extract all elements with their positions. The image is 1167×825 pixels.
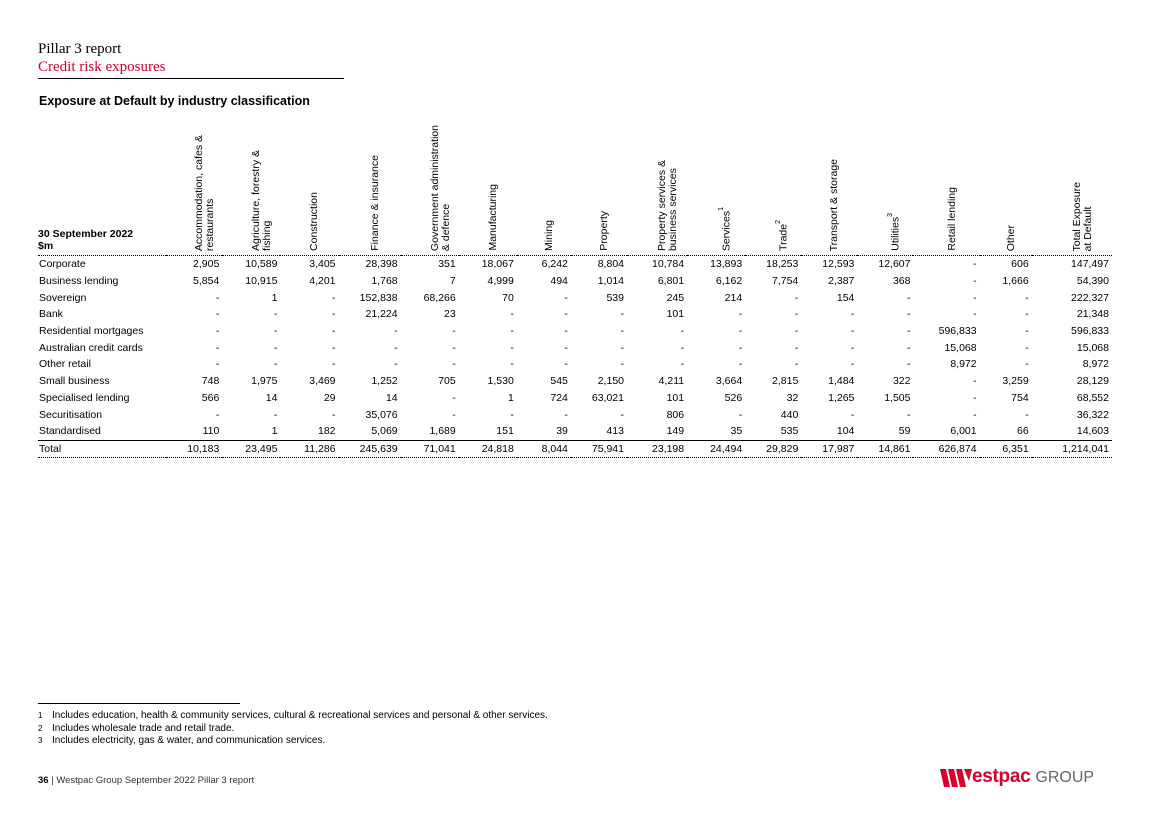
table-cell: - [332,341,336,354]
row-label: Corporate [39,258,86,271]
table-cell: - [564,325,568,338]
table-cell: - [332,291,336,304]
table-cell: - [452,325,456,338]
column-header-label [1072,182,1094,251]
table-cell: 4,211 [658,375,685,388]
column-header-text: Transport & storage [828,158,841,251]
logo-group: GROUP [1035,769,1095,786]
table-cell: 4,201 [309,275,336,288]
section-title: Exposure at Default by industry classification [39,94,310,108]
row-label: Residential mortgages [39,325,144,338]
table-cell: 1 [507,391,514,404]
table-cell: 1 [222,423,280,440]
table-cell: - [332,358,336,371]
table-cell: 23,198 [627,440,687,458]
table-cell: - [564,308,568,321]
table-cell: - [973,408,977,421]
table-cell: 8,972 [950,358,977,371]
column-header-label [773,220,790,251]
table-cell: 29,829 [745,440,801,458]
table-cell: - [794,325,799,338]
table-cell: - [215,408,220,421]
table-cell: 10,915 [245,275,278,288]
table-cell: 4,999 [487,275,514,288]
table-cell: - [273,308,278,321]
table-cell: - [1025,358,1029,371]
table-cell: - [973,391,977,404]
footnote-number: 1 [38,711,43,720]
column-header-text: Property services & business services [656,159,680,251]
table-cell: 8,044 [517,440,571,458]
column-header-label [716,207,733,251]
table-cell: - [973,291,977,304]
table-cell: 104 [801,423,857,440]
table-row [38,256,1112,273]
page-footer [38,775,254,786]
table-cell: - [620,408,624,421]
table-cell: 35 [687,423,745,440]
table-cell: - [973,258,977,271]
table-cell: 1,014 [597,275,624,288]
table-cell: 245,639 [339,440,401,458]
row-label: Securitisation [39,408,103,421]
column-header [339,112,401,256]
table-cell: 15,068 [944,341,977,354]
table-cell: 1,484 [828,375,855,388]
table-cell: 1,666 [1002,275,1029,288]
footnote-ref: 2 [775,220,783,224]
column-header-text: Finance & insurance [368,155,381,251]
table-cell: - [738,325,743,338]
table-cell: 539 [606,291,624,304]
column-header-text: Services [720,210,733,251]
table-cell: - [1025,408,1029,421]
table-cell: 7 [449,275,456,288]
table-cell: 147,497 [1071,258,1109,271]
table-cell: 39 [517,423,571,440]
table-cell: 748 [201,375,220,388]
table-cell: 6,001 [913,423,979,440]
table-cell: 14,603 [1032,423,1112,440]
table-cell: 705 [438,375,456,388]
table-row [38,306,1112,323]
table-cell: 17,987 [801,440,857,458]
row-label: Specialised lending [39,391,130,404]
table-cell: 724 [550,391,568,404]
column-header [913,112,979,256]
table-cell: - [906,325,911,338]
column-header [745,112,801,256]
table-cell: 11,286 [280,440,338,458]
column-header [1032,112,1112,256]
column-header-text: Agriculture, forestry & fishing [250,150,274,251]
column-header-text: Retail lending [945,187,958,251]
table-cell: 413 [571,423,627,440]
table-cell: - [510,358,514,371]
table-row [38,356,1112,373]
table-cell: 10,183 [166,440,222,458]
table-cell: 23,495 [222,440,280,458]
ead-industry-table [38,112,1112,458]
westpac-w-icon [940,767,972,789]
table-cell: 1,768 [371,275,398,288]
table-cell: 6,242 [541,258,568,271]
table-cell: 596,833 [938,325,977,338]
table-cell: 214 [724,291,743,304]
footnote-ref: 3 [887,213,895,218]
table-cell: 29 [323,391,336,404]
table-row [38,390,1112,407]
table-cell: - [564,341,568,354]
column-header-text: Mining [542,220,555,251]
table-cell: - [906,358,911,371]
table-cell: 21,348 [1076,308,1109,321]
row-label: Other retail [39,358,91,371]
unit-label: $m [38,240,54,252]
column-header-text: Property [597,211,610,251]
table-cell: 1,975 [251,375,278,388]
table-cell: - [1025,341,1029,354]
table-cell: 68,552 [1076,391,1109,404]
table-cell: 12,593 [822,258,855,271]
table-cell: - [332,325,336,338]
table-cell: - [215,325,220,338]
table-cell: 806 [666,408,685,421]
table-cell: - [850,408,855,421]
footnote [38,723,548,736]
column-header [517,112,571,256]
footnote-rule [38,703,240,704]
table-cell: 101 [666,308,685,321]
period-label: 30 September 2022 [38,228,134,240]
column-header-text: Trade [777,223,790,251]
page-number: 36 [38,775,49,786]
table-cell: - [738,308,743,321]
table-cell: - [973,308,977,321]
table-cell: 1,530 [487,375,514,388]
column-header-label [599,211,610,251]
column-header-label [488,184,499,251]
table-cell: 70 [502,291,514,304]
table-row [38,273,1112,290]
table-cell: 545 [550,375,568,388]
table-cell: - [680,325,685,338]
westpac-group-logo [940,764,1100,790]
table-cell: 2,387 [828,275,855,288]
table-row [38,339,1112,356]
column-header [280,112,338,256]
footnote [38,710,548,723]
table-cell: - [906,308,911,321]
footnote-number: 3 [38,736,43,745]
column-header-label [544,220,555,251]
total-row [38,440,1112,458]
footnote-text: Includes education, health & community services, cultural & recreational services and personal & other services. [52,710,548,721]
table-cell: - [394,358,398,371]
column-header-text: Utilities [889,217,902,251]
table-cell: 66 [980,423,1032,440]
table-cell: 8,972 [1082,358,1109,371]
table-cell: - [273,341,278,354]
table-cell: 1,689 [401,423,459,440]
table-cell: 101 [666,391,685,404]
table-cell: 322 [892,375,911,388]
column-header-text: Construction [308,192,321,251]
row-label: Australian credit cards [39,341,143,354]
table-cell: - [620,325,624,338]
row-label: Sovereign [39,291,87,304]
column-header [980,112,1032,256]
column-header-label [309,192,320,251]
table-cell: 75,941 [571,440,627,458]
footnote-ref: 1 [718,206,726,211]
table-cell: - [452,358,456,371]
table-cell: 151 [459,423,517,440]
table-cell: - [273,358,278,371]
column-header-text: Total Exposure at Default [1070,181,1094,251]
table-cell: 15,068 [1076,341,1109,354]
table-cell: 14,861 [857,440,913,458]
table-cell: 24,494 [687,440,745,458]
logo-brand: estpac [972,766,1031,787]
table-cell: 5,069 [339,423,401,440]
table-row [38,423,1112,440]
table-cell: - [510,341,514,354]
table-cell: 351 [438,258,456,271]
table-row [38,289,1112,306]
column-header [687,112,745,256]
table-cell: 535 [745,423,801,440]
table-cell: 182 [280,423,338,440]
column-header-label [194,135,216,251]
table-cell: 54,390 [1076,275,1109,288]
table-cell: - [452,391,456,404]
table-cell: - [510,408,514,421]
row-header-cell [38,112,166,256]
table-cell: 2,150 [597,375,624,388]
table-cell: - [1025,308,1029,321]
table-cell: - [273,408,278,421]
table-cell: - [452,408,456,421]
table-cell: - [850,308,855,321]
table-cell: - [794,308,799,321]
table-cell: 566 [201,391,220,404]
table-cell: 754 [1011,391,1029,404]
table-cell: 596,833 [1071,325,1109,338]
table-cell: - [215,341,220,354]
table-cell: - [680,358,685,371]
table-cell: 14 [265,391,278,404]
table-cell: 13,893 [710,258,743,271]
table-cell: 12,607 [878,258,911,271]
column-header-label [430,125,452,251]
table-cell: 14 [385,391,398,404]
table-cell: 245 [666,291,685,304]
table-cell: - [794,291,799,304]
table-cell: 5,854 [193,275,220,288]
table-cell: 110 [166,423,222,440]
table-cell: - [738,358,743,371]
table-cell: 2,905 [193,258,220,271]
footnote-text: Includes wholesale trade and retail trade. [52,722,235,734]
table-cell: - [394,325,398,338]
table-cell: 6,162 [715,275,743,288]
table-cell: 3,664 [715,375,743,388]
table-header-row [38,112,1112,256]
table-row [38,373,1112,390]
table-cell: 63,021 [591,391,624,404]
report-subtitle: Credit risk exposures [38,59,166,75]
table-cell: 68,266 [423,291,456,304]
column-header [222,112,280,256]
table-cell: - [738,408,743,421]
table-cell: - [680,341,685,354]
table-cell: - [620,341,624,354]
table-cell: 1,214,041 [1032,440,1112,458]
table-cell: - [973,375,977,388]
table-cell: 7,754 [772,275,799,288]
table-cell: 368 [892,275,911,288]
row-label: Total [38,440,166,458]
table-cell: 23 [444,308,456,321]
table-cell: 24,818 [459,440,517,458]
table-cell: 8,804 [597,258,624,271]
column-header-text: Other [1004,224,1017,251]
table-cell: - [973,275,977,288]
table-cell: - [738,341,743,354]
table-cell: 32 [786,391,799,404]
table-cell: 28,129 [1076,375,1109,388]
table-cell: 3,259 [1002,375,1029,388]
table-row [38,323,1112,340]
row-label: Bank [39,308,63,321]
table-cell: - [273,325,278,338]
table-cell: - [510,325,514,338]
table-body [38,256,1112,458]
table-cell: - [794,341,799,354]
table-cell: - [620,308,624,321]
column-header [166,112,222,256]
table-cell: 1,265 [828,391,855,404]
table-cell: 1,252 [371,375,398,388]
footer-text: | Westpac Group September 2022 Pillar 3 report [48,775,255,786]
table-cell: - [510,308,514,321]
footnote-number: 2 [38,723,43,733]
report-header [38,40,344,79]
table-cell: 1 [271,291,278,304]
table-cell: - [794,358,799,371]
table-cell: 494 [550,275,568,288]
footnotes [38,710,548,748]
column-header-text: Manufacturing [486,184,499,251]
table-cell: - [1025,325,1029,338]
table-cell: 18,253 [766,258,799,271]
table-cell: 3,405 [309,258,336,271]
footnote-text: Includes electricity, gas & water, and communication services. [52,735,326,746]
table-cell: 10,784 [651,258,685,271]
column-header [401,112,459,256]
table-cell: - [215,308,220,321]
table-cell: 526 [724,391,743,404]
table-cell: - [906,291,911,304]
column-header-label [947,187,958,251]
report-title: Pillar 3 report [38,41,122,57]
table-cell: - [620,358,624,371]
table-cell: 10,589 [245,258,278,271]
table-cell: - [215,291,220,304]
row-label: Small business [39,375,110,388]
table-cell: 6,351 [980,440,1032,458]
table-cell: - [850,358,855,371]
table-cell: - [564,291,568,304]
table-cell: 222,327 [1071,291,1109,304]
table-cell: 626,874 [913,440,979,458]
table-cell: 59 [857,423,913,440]
row-label: Business lending [39,275,119,288]
table-cell: - [1025,291,1029,304]
table-cell: - [394,341,398,354]
table-cell: 28,398 [365,258,398,271]
table-cell: 1,505 [884,391,911,404]
column-header-text: Accommodation, cafes & restaurants [193,134,217,251]
table-cell: 6,801 [657,275,685,288]
column-header-label [1006,225,1017,251]
table-cell: 71,041 [401,440,459,458]
table-cell: 2,815 [772,375,799,388]
column-header-label [251,150,273,251]
table-cell: - [906,341,911,354]
table-cell: - [564,358,568,371]
table-cell: 3,469 [309,375,336,388]
column-header-label [370,155,381,251]
table-cell: 152,838 [359,291,398,304]
table-cell: - [564,408,568,421]
table-cell: 149 [627,423,687,440]
table-cell: 36,322 [1076,408,1109,421]
header-rule [38,78,344,79]
column-header-text: Government administration & defence [428,124,452,251]
table-cell: - [850,325,855,338]
column-header [459,112,517,256]
column-header [857,112,913,256]
table-cell: - [452,341,456,354]
table-cell: - [332,408,336,421]
table-cell: 606 [1011,258,1029,271]
column-header [801,112,857,256]
table-cell: 440 [780,408,799,421]
column-header [627,112,687,256]
table-cell: 18,067 [481,258,514,271]
table-cell: 154 [836,291,855,304]
column-header-label [657,160,679,251]
table-cell: 21,224 [365,308,398,321]
footnote [38,735,548,748]
table-cell: - [215,358,220,371]
table-cell: - [332,308,336,321]
column-header-label [829,159,840,251]
table-cell: - [850,341,855,354]
table-row [38,406,1112,423]
table-cell: 35,076 [365,408,398,421]
row-label: Standardised [38,423,166,440]
logo-wordmark [972,766,1094,788]
column-header [571,112,627,256]
table-cell: - [906,408,911,421]
column-header-label [885,213,902,251]
